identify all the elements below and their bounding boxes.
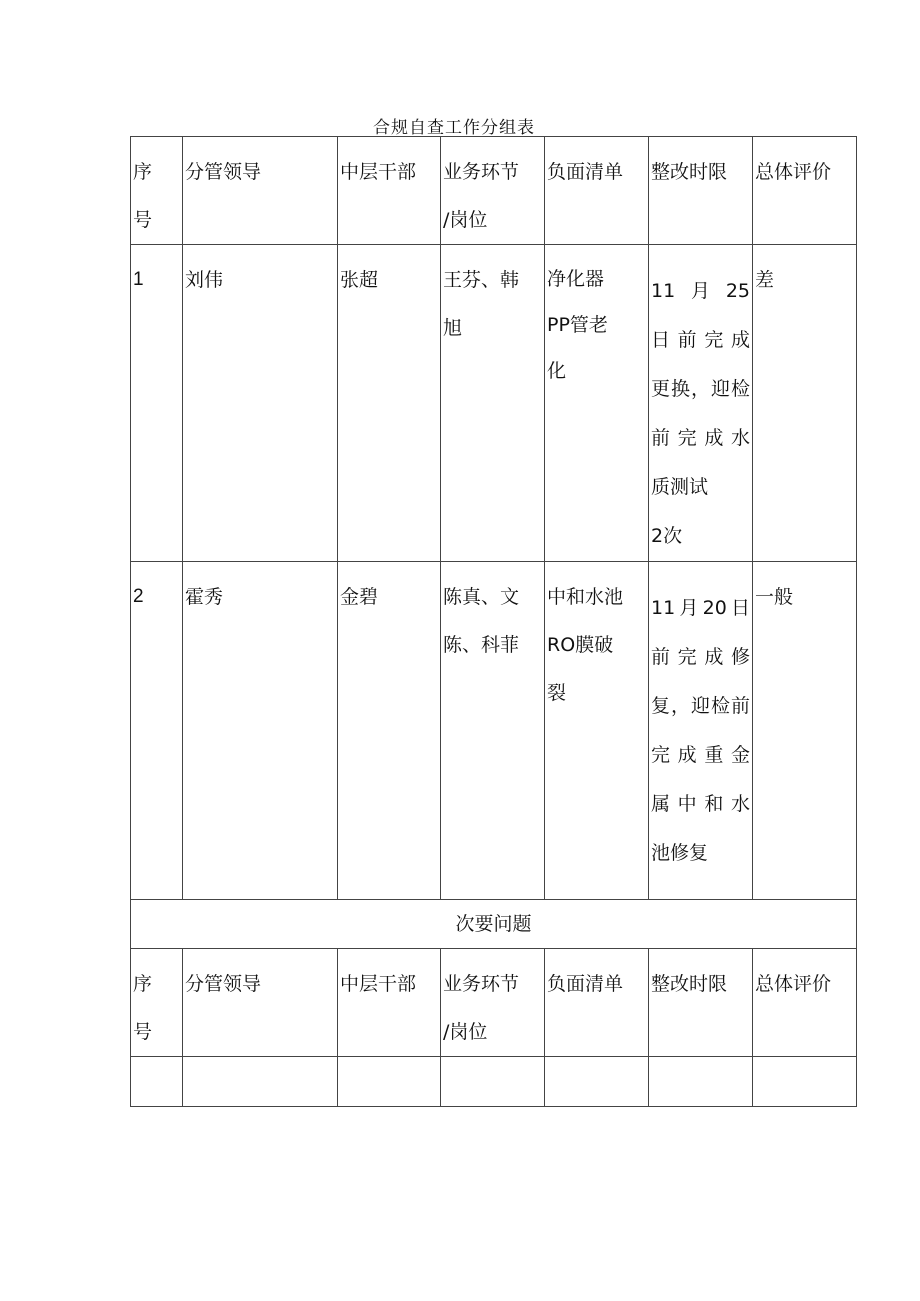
row-post: 王芬、韩 旭 xyxy=(441,245,545,562)
header-cell-deadline: 整改时限 xyxy=(649,137,753,245)
empty-cell xyxy=(338,1057,441,1107)
row-leader: 霍秀 xyxy=(183,562,338,900)
empty-cell xyxy=(131,1057,183,1107)
header-cell-no: 序 号 xyxy=(131,949,183,1057)
table-row xyxy=(131,562,857,900)
empty-cell xyxy=(753,1057,857,1107)
section-row xyxy=(131,900,857,949)
table-header-row xyxy=(131,949,857,1057)
empty-cell xyxy=(545,1057,649,1107)
header-cell-no: 序 号 xyxy=(131,137,183,245)
table-row-empty xyxy=(131,1057,857,1107)
row-evaluation: 差 xyxy=(753,245,857,562)
row-no: 2 xyxy=(131,562,183,900)
header-cell-middle: 中层干部 xyxy=(338,137,441,245)
empty-cell xyxy=(649,1057,753,1107)
row-leader: 刘伟 xyxy=(183,245,338,562)
header-cell-post: 业务环节 /岗位 xyxy=(441,949,545,1057)
row-middle: 张超 xyxy=(338,245,441,562)
compliance-group-table xyxy=(130,136,857,1107)
row-no: 1 xyxy=(131,245,183,562)
empty-cell xyxy=(441,1057,545,1107)
row-negative: 中和水池 RO膜破 裂 xyxy=(545,562,649,900)
header-cell-leader: 分管领导 xyxy=(183,949,338,1057)
row-middle: 金碧 xyxy=(338,562,441,900)
section-title: 次要问题 xyxy=(131,900,857,949)
row-deadline: 11月20日 前 完 成 修 复，迎检前 完 成 重 金 属 中 和 水 池修复 xyxy=(649,562,753,900)
header-cell-negative: 负面清单 xyxy=(545,949,649,1057)
row-post: 陈真、文 陈、科菲 xyxy=(441,562,545,900)
header-cell-leader: 分管领导 xyxy=(183,137,338,245)
header-cell-middle: 中层干部 xyxy=(338,949,441,1057)
header-cell-deadline: 整改时限 xyxy=(649,949,753,1057)
header-cell-evaluation: 总体评价 xyxy=(753,949,857,1057)
row-negative: 净化器 PP管老 化 xyxy=(545,245,649,562)
table-header-row xyxy=(131,137,857,245)
header-cell-post: 业务环节 /岗位 xyxy=(441,137,545,245)
document-title: 合规自查工作分组表 xyxy=(373,118,535,138)
row-deadline: 11月25 日 前 完 成 更换，迎检 前 完 成 水 质测试 2次 xyxy=(649,245,753,562)
header-cell-evaluation: 总体评价 xyxy=(753,137,857,245)
empty-cell xyxy=(183,1057,338,1107)
header-cell-negative: 负面清单 xyxy=(545,137,649,245)
table-row xyxy=(131,245,857,562)
row-evaluation: 一般 xyxy=(753,562,857,900)
